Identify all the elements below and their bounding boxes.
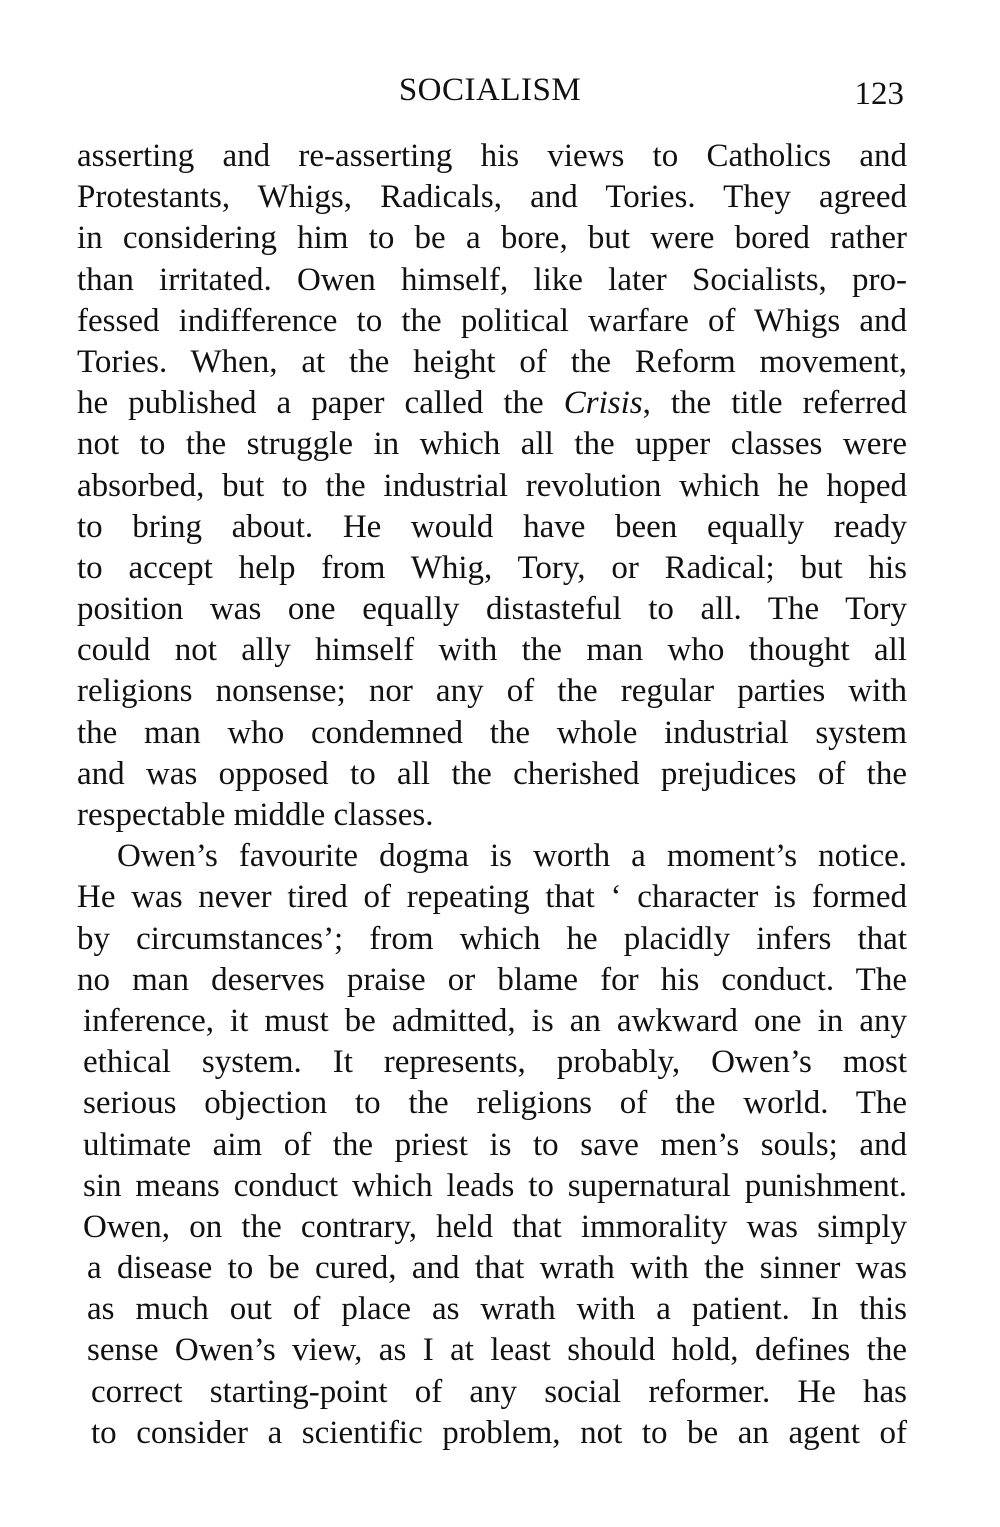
running-title: SOCIALISM: [398, 72, 582, 108]
text-line: respectable middle classes.: [77, 797, 434, 833]
text-line: could not ally himself with the man who thought all: [77, 632, 907, 669]
paragraph-2: [77, 836, 907, 1454]
text-line: than irritated. Owen himself, like later Socialists, pro-: [77, 261, 907, 298]
text-line: Owen, on the contrary, held that immorality was simply: [83, 1208, 907, 1245]
italic-title: Crisis: [563, 385, 643, 422]
paragraph-1: [77, 136, 907, 836]
text-line: a disease to be cured, and that wrath with the sinner was: [87, 1250, 907, 1287]
text-line: to bring about. He would have been equally ready: [77, 508, 907, 545]
text-line: sense Owen’s view, as I at least should hold, defines the: [87, 1332, 907, 1369]
text-line: He was never tired of repeating that ‘ character is formed: [77, 879, 907, 916]
body-text: [77, 136, 907, 1454]
text-line: serious objection to the religions of the world. The: [83, 1085, 907, 1122]
text-line: by circumstances’; from which he placidly infers that: [77, 920, 907, 957]
text-line: sin means conduct which leads to supernatural punishment.: [83, 1167, 907, 1204]
running-head: [0, 66, 1000, 114]
text-line: Owen’s favourite dogma is worth a moment’s notice.: [117, 838, 907, 875]
text-line: ethical system. It represents, probably, Owen’s most: [83, 1044, 907, 1081]
text-line: Protestants, Whigs, Radicals, and Tories. They agreed: [77, 179, 907, 216]
text-line-with-italic: he published a paper called the Crisis, the title referred: [77, 385, 907, 422]
text-line: to accept help from Whig, Tory, or Radical; but his: [77, 549, 907, 586]
text-line: as much out of place as wrath with a patient. In this: [87, 1291, 907, 1328]
text-line: and was opposed to all the cherished prejudices of the: [77, 755, 907, 792]
text-line: asserting and re-asserting his views to Catholics and: [77, 138, 907, 174]
text-line: Tories. When, at the height of the Reform movement,: [77, 343, 907, 380]
text-line: in considering him to be a bore, but were bored rather: [77, 220, 907, 257]
text-line: fessed indifference to the political warfare of Whigs and: [77, 302, 907, 339]
text-line: no man deserves praise or blame for his conduct. The: [77, 961, 907, 998]
text-line: ultimate aim of the priest is to save men’s souls; and: [83, 1126, 907, 1163]
text-line: not to the struggle in which all the upper classes were: [77, 426, 907, 463]
text-line: to consider a scientific problem, not to be an agent of: [91, 1414, 907, 1451]
text-line: inference, it must be admitted, is an awkward one in any: [83, 1002, 907, 1039]
text-line: absorbed, but to the industrial revolution which he hoped: [77, 467, 907, 504]
text-line: correct starting-point of any social reformer. He has: [91, 1373, 907, 1410]
page-number: 123: [854, 76, 904, 112]
text-line: position was one equally distasteful to all. The Tory: [77, 591, 907, 628]
text-line: religions nonsense; nor any of the regular parties with: [77, 673, 907, 710]
text-line: the man who condemned the whole industrial system: [77, 714, 907, 751]
